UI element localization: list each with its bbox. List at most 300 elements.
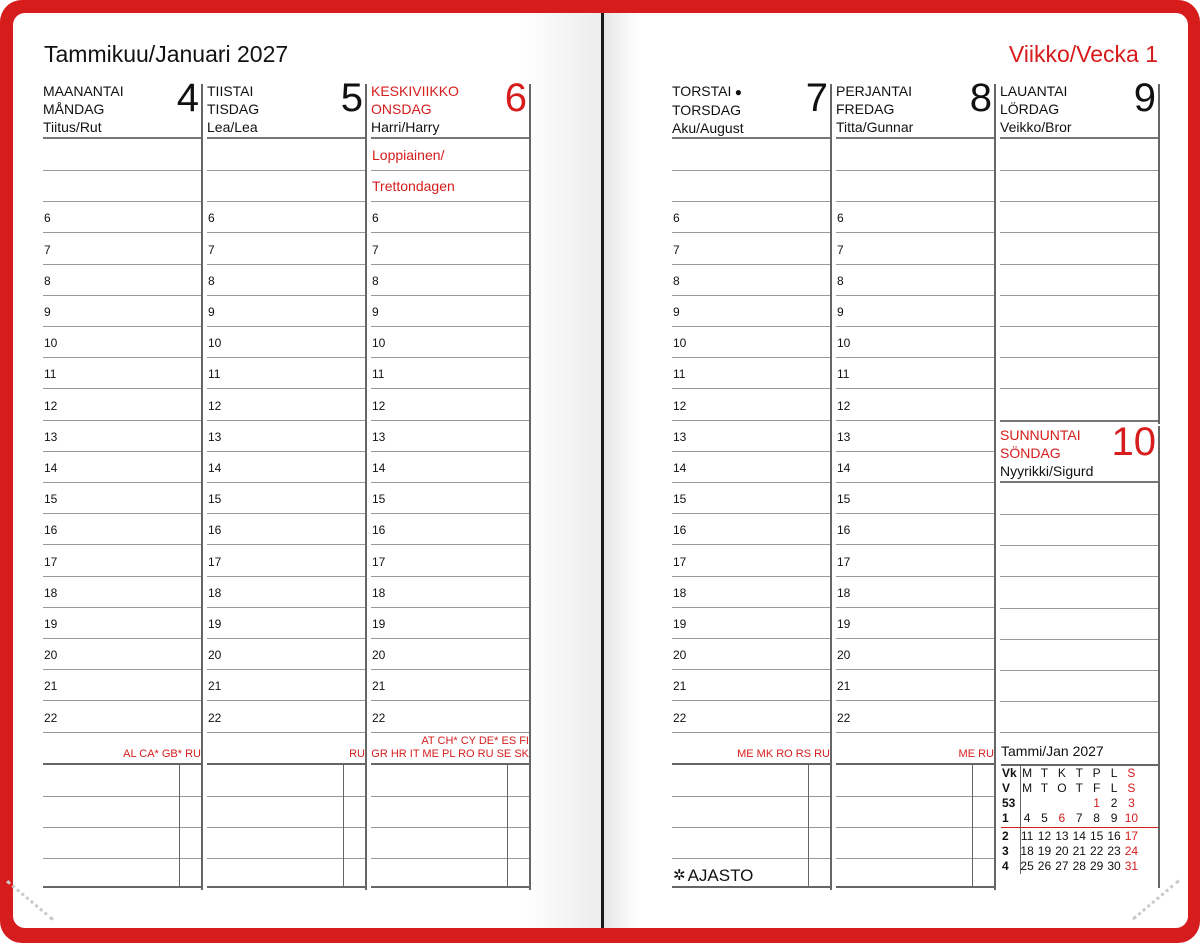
ruled-line <box>371 295 529 296</box>
week-number: V <box>1002 781 1011 795</box>
ruled-line <box>371 638 529 639</box>
ruled-line <box>43 669 201 670</box>
ruled-line <box>43 264 201 265</box>
calendar-day: 16 <box>1107 829 1121 843</box>
calendar-day: 15 <box>1089 829 1104 843</box>
ruled-line <box>672 482 830 483</box>
name-days: Aku/August <box>672 120 744 136</box>
ruled-line <box>672 264 830 265</box>
hour-label: 17 <box>673 554 687 569</box>
hour-label: 16 <box>208 523 222 538</box>
ruled-line <box>672 669 830 670</box>
calendar-week-row <box>1001 859 1158 874</box>
calendar-day: 3 <box>1128 796 1135 810</box>
notes-line <box>836 796 994 797</box>
calendar-day: F <box>1092 781 1101 795</box>
day-name-fi: TORSTAI ● <box>672 83 742 99</box>
hour-label: 12 <box>837 398 851 413</box>
day-number: 8 <box>969 76 992 120</box>
country-codes-line: RU <box>349 748 365 760</box>
calendar-day: 12 <box>1037 829 1052 843</box>
hour-label: 19 <box>208 617 222 631</box>
ruled-line <box>371 357 529 358</box>
ruled-line <box>1000 670 1158 671</box>
hour-label: 8 <box>44 273 51 288</box>
ruled-line <box>836 326 994 327</box>
hour-label: 12 <box>372 398 386 413</box>
mini-calendar-title: Tammi/Jan 2027 <box>1001 743 1104 759</box>
column-divider <box>830 84 832 890</box>
hour-label: 22 <box>208 710 222 725</box>
mini-calendar <box>1001 742 1158 874</box>
calendar-day: S <box>1127 781 1136 795</box>
ruled-line <box>207 357 365 358</box>
day-header <box>1000 420 1158 483</box>
day-header <box>1000 76 1158 139</box>
holiday-name: Trettondagen <box>372 178 455 195</box>
notes-line <box>371 827 529 828</box>
ruled-line <box>207 482 365 483</box>
month-title: Tammikuu/Januari 2027 <box>44 41 289 67</box>
name-days: Nyyrikki/Sigurd <box>1000 463 1094 479</box>
hour-label: 12 <box>673 398 687 413</box>
day-header <box>43 76 201 139</box>
column-divider <box>529 84 531 890</box>
ruled-line <box>836 420 994 421</box>
calendar-day: 25 <box>1020 859 1034 873</box>
calendar-day: 5 <box>1041 811 1048 825</box>
ruled-line <box>672 170 830 171</box>
column-divider <box>1158 426 1160 888</box>
country-holiday-codes <box>371 735 529 761</box>
hour-label: 19 <box>837 617 851 631</box>
ruled-line <box>207 388 365 389</box>
notes-line <box>43 796 201 797</box>
day-header <box>672 76 830 139</box>
hour-label: 18 <box>837 585 851 600</box>
calendar-day: 26 <box>1037 859 1052 873</box>
ruled-line <box>43 700 201 701</box>
ruled-line <box>371 451 529 452</box>
notes-line <box>836 858 994 859</box>
ruled-line <box>371 700 529 701</box>
hour-label: 18 <box>372 585 386 600</box>
ruled-line <box>371 669 529 670</box>
country-codes-line: AL CA* GB* RU <box>123 748 201 760</box>
ruled-line <box>836 264 994 265</box>
hour-label: 16 <box>837 523 851 538</box>
hour-label: 16 <box>673 523 687 538</box>
country-codes-line: AT CH* CY DE* ES FI <box>421 735 529 747</box>
hour-label: 13 <box>372 429 386 444</box>
calendar-day: 28 <box>1072 859 1086 873</box>
hour-label: 13 <box>837 429 851 444</box>
ruled-line <box>672 607 830 608</box>
day-number: 4 <box>176 76 199 120</box>
hour-label: 9 <box>673 305 680 319</box>
current-week-separator <box>1001 827 1158 828</box>
ruled-line <box>207 732 365 733</box>
calendar-day: O <box>1057 781 1067 795</box>
ruled-line <box>1000 732 1158 733</box>
week-title: Viikko/Vecka 1 <box>1008 41 1158 67</box>
week-number-divider <box>1020 766 1021 874</box>
calendar-day: 1 <box>1093 796 1100 810</box>
day-column-10 <box>1000 420 1158 736</box>
notes-checkbox-column <box>507 765 508 886</box>
country-holiday-codes <box>737 748 830 761</box>
hour-label: 16 <box>44 523 58 538</box>
hour-label: 18 <box>673 585 687 600</box>
day-column-5 <box>207 76 365 892</box>
ruled-line <box>43 357 201 358</box>
ruled-line <box>43 201 201 202</box>
week-number: Vk <box>1002 766 1017 780</box>
day-name-sv: ONSDAG <box>371 101 432 117</box>
ruled-line <box>836 638 994 639</box>
ruled-line <box>1000 701 1158 702</box>
hour-label: 6 <box>673 211 680 226</box>
day-column-7 <box>672 76 830 892</box>
calendar-day: K <box>1057 766 1066 780</box>
calendar-day <box>1036 796 1053 811</box>
country-holiday-codes <box>123 748 201 761</box>
hour-label: 13 <box>44 429 58 444</box>
day-name-fi: PERJANTAI <box>836 83 912 99</box>
hour-label: 6 <box>208 211 215 226</box>
day-name-sv: TORSDAG <box>672 102 741 118</box>
notes-line <box>207 796 365 797</box>
country-holiday-codes <box>349 748 365 761</box>
hour-label: 14 <box>208 461 222 475</box>
hour-label: 12 <box>44 398 58 413</box>
hour-label: 21 <box>673 679 687 694</box>
hour-label: 9 <box>208 305 215 319</box>
calendar-day: 27 <box>1055 859 1069 873</box>
weekday-header-sv <box>1001 781 1158 796</box>
ruled-line <box>836 700 994 701</box>
hour-label: 14 <box>673 461 687 475</box>
ruled-line <box>43 326 201 327</box>
ruled-line <box>672 420 830 421</box>
sun-logo-icon: ✲ <box>673 867 686 884</box>
hour-label: 17 <box>837 554 851 569</box>
day-name-fi: MAANANTAI <box>43 83 124 99</box>
weekday-header-fi <box>1001 766 1158 781</box>
calendar-week-row <box>1001 844 1158 859</box>
brand-name: AJASTO <box>687 866 754 885</box>
day-number: 9 <box>1133 76 1156 120</box>
ruled-line <box>43 170 201 171</box>
notes-line <box>371 796 529 797</box>
country-codes-line: ME MK RO RS RU <box>737 748 830 760</box>
ruled-line <box>371 482 529 483</box>
notes-line <box>207 827 365 828</box>
ruled-line <box>207 544 365 545</box>
notes-line <box>672 858 830 859</box>
ruled-line <box>371 732 529 733</box>
ruled-line <box>1000 639 1158 640</box>
hour-label: 14 <box>372 461 386 475</box>
hour-label: 10 <box>44 336 58 351</box>
hour-label: 8 <box>673 273 680 288</box>
hour-label: 20 <box>44 648 58 663</box>
hour-label: 14 <box>44 461 58 475</box>
calendar-day: 30 <box>1107 859 1121 873</box>
day-number: 6 <box>504 76 527 120</box>
hour-label: 22 <box>673 710 687 725</box>
ruled-line <box>836 201 994 202</box>
hour-label: 15 <box>372 492 386 507</box>
day-header <box>371 76 529 139</box>
ruled-line <box>43 638 201 639</box>
week-number: 53 <box>1002 796 1016 810</box>
column-divider <box>1158 84 1160 424</box>
sunday-top-line <box>1000 420 1158 422</box>
notes-line <box>371 858 529 859</box>
calendar-day <box>1071 796 1088 811</box>
ruled-line <box>1000 295 1158 296</box>
calendar-day: 2 <box>1110 796 1118 810</box>
hour-label: 12 <box>208 398 222 413</box>
day-column-4 <box>43 76 201 892</box>
ruled-line <box>207 264 365 265</box>
holiday-name: Loppiainen/ <box>372 147 445 163</box>
column-divider <box>201 84 203 890</box>
calendar-day <box>1053 796 1070 811</box>
calendar-day: M <box>1022 781 1033 795</box>
hour-label: 13 <box>208 429 222 444</box>
notes-line <box>672 827 830 828</box>
notes-line <box>43 858 201 859</box>
ruled-line <box>1000 357 1158 358</box>
calendar-day: 21 <box>1072 844 1086 858</box>
hour-label: 19 <box>44 617 58 631</box>
day-column-9 <box>1000 76 1158 422</box>
ruled-line <box>371 607 529 608</box>
ruled-line <box>836 544 994 545</box>
ruled-line <box>672 513 830 514</box>
day-name-fi: KESKIVIIKKO <box>371 83 459 99</box>
ruled-line <box>371 388 529 389</box>
calendar-day: L <box>1110 766 1118 780</box>
notes-box <box>43 763 201 888</box>
calendar-day: 31 <box>1124 859 1139 873</box>
hour-label: 14 <box>837 461 851 475</box>
ruled-line <box>672 638 830 639</box>
calendar-day: 9 <box>1110 811 1118 825</box>
ruled-line <box>672 295 830 296</box>
week-number: 2 <box>1002 829 1009 843</box>
hour-label: 10 <box>837 336 851 351</box>
hour-label: 8 <box>208 273 215 288</box>
day-header <box>207 76 365 139</box>
calendar-day: 20 <box>1055 844 1069 858</box>
day-name-fi: SUNNUNTAI <box>1000 427 1081 443</box>
hour-label: 17 <box>44 554 58 569</box>
notes-box <box>207 763 365 888</box>
hour-label: 20 <box>673 648 687 663</box>
ruled-line <box>672 201 830 202</box>
ruled-line <box>43 388 201 389</box>
hour-label: 20 <box>837 648 851 663</box>
hour-label: 21 <box>372 679 386 694</box>
name-days: Tiitus/Rut <box>43 119 102 135</box>
hour-label: 22 <box>44 710 58 725</box>
ruled-line <box>836 669 994 670</box>
notes-box <box>371 763 529 888</box>
ruled-line <box>1000 201 1158 202</box>
calendar-day: 22 <box>1089 844 1104 858</box>
ruled-line <box>672 232 830 233</box>
week-number: 4 <box>1002 859 1009 873</box>
ruled-line <box>1000 514 1158 515</box>
hour-label: 22 <box>372 710 386 725</box>
notes-checkbox-column <box>179 765 180 886</box>
day-column-8 <box>836 76 994 892</box>
ruled-line <box>1000 170 1158 171</box>
hour-label: 21 <box>44 679 58 694</box>
notes-checkbox-column <box>343 765 344 886</box>
ruled-line <box>207 638 365 639</box>
ruled-line <box>43 451 201 452</box>
hour-label: 17 <box>372 554 386 569</box>
ruled-line <box>207 513 365 514</box>
country-holiday-codes <box>959 748 994 761</box>
ruled-line <box>371 170 529 171</box>
hour-label: 8 <box>837 273 844 288</box>
ruled-line <box>1000 608 1158 609</box>
calendar-day: T <box>1075 781 1083 795</box>
calendar-day: S <box>1127 766 1136 780</box>
hour-label: 11 <box>673 367 686 382</box>
hour-label: 8 <box>372 273 379 288</box>
ruled-line <box>371 576 529 577</box>
calendar-day: 13 <box>1055 829 1069 843</box>
ruled-line <box>836 451 994 452</box>
calendar-day: 8 <box>1093 811 1100 825</box>
ruled-line <box>672 451 830 452</box>
hour-label: 9 <box>837 305 844 319</box>
hour-label: 15 <box>208 492 222 507</box>
hour-label: 18 <box>208 585 222 600</box>
calendar-day: 17 <box>1124 829 1139 843</box>
calendar-day: 6 <box>1058 811 1066 825</box>
notes-checkbox-column <box>808 765 809 886</box>
week-number: 1 <box>1002 811 1009 825</box>
hour-label: 22 <box>837 710 851 725</box>
hour-label: 19 <box>673 617 687 631</box>
hour-label: 20 <box>208 648 222 663</box>
ruled-line <box>836 357 994 358</box>
column-divider <box>994 84 996 890</box>
day-name-sv: LÖRDAG <box>1000 101 1060 117</box>
mini-calendar-grid <box>1001 764 1158 874</box>
hour-label: 9 <box>44 305 51 319</box>
hour-label: 15 <box>837 492 851 507</box>
ruled-line <box>1000 326 1158 327</box>
calendar-day: 11 <box>1020 829 1034 843</box>
ruled-line <box>371 544 529 545</box>
ruled-line <box>43 607 201 608</box>
ruled-line <box>43 232 201 233</box>
day-number: 7 <box>805 76 828 120</box>
ruled-line <box>207 170 365 171</box>
calendar-week-row <box>1001 811 1158 826</box>
week-number: 3 <box>1002 844 1009 858</box>
ruled-line <box>371 420 529 421</box>
calendar-day: P <box>1092 766 1101 780</box>
ruled-line <box>371 513 529 514</box>
day-name-sv: SÖNDAG <box>1000 445 1061 461</box>
name-days: Titta/Gunnar <box>836 119 914 135</box>
ruled-line <box>836 607 994 608</box>
ruled-line <box>207 607 365 608</box>
ruled-line <box>207 700 365 701</box>
notes-checkbox-column <box>972 765 973 886</box>
notes-line <box>43 827 201 828</box>
ruled-line <box>836 232 994 233</box>
calendar-day: 4 <box>1023 811 1031 825</box>
hour-label: 18 <box>44 585 58 600</box>
ruled-line <box>207 669 365 670</box>
ruled-line <box>43 576 201 577</box>
hour-label: 21 <box>837 679 851 694</box>
day-name-sv: FREDAG <box>836 101 895 117</box>
column-divider <box>365 84 367 890</box>
ruled-line <box>43 295 201 296</box>
ruled-line <box>1000 232 1158 233</box>
hour-label: 17 <box>208 554 222 569</box>
hour-label: 6 <box>837 211 844 226</box>
hour-label: 6 <box>44 211 51 226</box>
ruled-line <box>836 576 994 577</box>
ruled-line <box>207 326 365 327</box>
ruled-line <box>672 544 830 545</box>
hour-label: 11 <box>208 367 221 382</box>
hour-label: 6 <box>372 211 379 226</box>
moon-phase-icon: ● <box>731 85 742 99</box>
hour-label: 16 <box>372 523 386 538</box>
ruled-line <box>207 295 365 296</box>
ruled-line <box>207 451 365 452</box>
hour-label: 7 <box>44 242 51 257</box>
day-name-fi: LAUANTAI <box>1000 83 1068 99</box>
day-name-sv: MÅNDAG <box>43 101 105 117</box>
ruled-line <box>836 482 994 483</box>
ruled-line <box>371 232 529 233</box>
ruled-line <box>672 388 830 389</box>
day-number: 5 <box>340 76 363 120</box>
notes-line <box>672 796 830 797</box>
ruled-line <box>836 513 994 514</box>
ruled-line <box>207 420 365 421</box>
ruled-line <box>207 201 365 202</box>
calendar-day: 10 <box>1124 811 1139 825</box>
hour-label: 13 <box>673 429 687 444</box>
hour-label: 15 <box>44 492 58 507</box>
day-name-fi: TIISTAI <box>207 83 254 99</box>
calendar-day: L <box>1110 781 1118 795</box>
ruled-line <box>43 482 201 483</box>
hour-label: 7 <box>837 242 844 257</box>
ruled-line <box>207 576 365 577</box>
hour-label: 7 <box>208 242 215 257</box>
ruled-line <box>1000 388 1158 389</box>
country-codes-line: ME RU <box>958 748 994 760</box>
ruled-line <box>1000 545 1158 546</box>
hour-label: 9 <box>372 305 379 319</box>
